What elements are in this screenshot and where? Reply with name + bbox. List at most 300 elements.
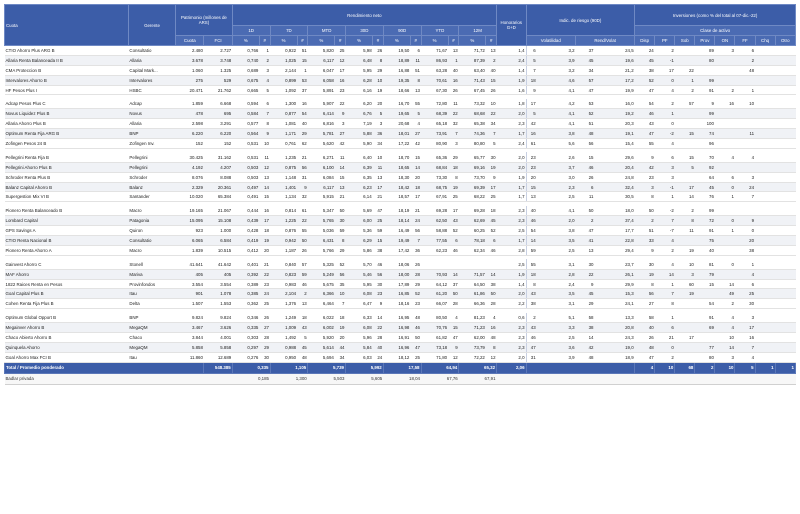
- cell-ny: 19: [448, 182, 459, 192]
- cell-r12: 62,34: [459, 245, 486, 255]
- cell-n30: 40: [373, 342, 384, 352]
- cell-rv: 2,5: [537, 245, 576, 255]
- cell-name: Allaria Ahorro Plus B: [5, 119, 129, 129]
- total-r90: 17,58: [383, 362, 421, 373]
- cell-name: Intervalores Ahorro B: [5, 75, 129, 85]
- cell-r12: 73,79: [459, 342, 486, 352]
- cell-rm: 5,325: [308, 259, 335, 269]
- cell-ff: 81: [695, 259, 715, 269]
- cell-r1: 0,689: [232, 65, 259, 75]
- cell-name: Novus Liquidez Plus B: [5, 109, 129, 119]
- cell-extra-1: [755, 342, 775, 352]
- cell-otro: 7: [735, 342, 755, 352]
- cell-r12: 72,22: [459, 352, 486, 362]
- benchmark-ry: 67,76: [421, 373, 459, 384]
- cell-cuota: 1.859: [176, 99, 204, 109]
- cell-n30: 20: [373, 99, 384, 109]
- cell-ff: 89: [695, 46, 715, 56]
- cell-nm: 8: [335, 236, 346, 246]
- cell-name: Optimum Global Opport B: [5, 313, 129, 323]
- cell-pf: 19,0: [594, 342, 634, 352]
- table-row: [5, 65, 796, 75]
- cell-ff: [695, 289, 715, 299]
- cell-r12: 68,22: [459, 192, 486, 202]
- cell-r1: 0,362: [232, 299, 259, 309]
- cell-ry: 63,28: [421, 65, 448, 75]
- cell-rm: 5,820: [308, 46, 335, 56]
- cell-ff: 80: [695, 55, 715, 65]
- cell-cuota: 6.220: [176, 129, 204, 139]
- total-prov: 2: [695, 362, 715, 373]
- table-row: [5, 216, 796, 226]
- cell-extra-2: [775, 269, 795, 279]
- cell-cuota: 2.598: [176, 119, 204, 129]
- cell-extra-2: [775, 323, 795, 333]
- cell-d: 41: [576, 236, 595, 246]
- cell-mgr: BNP: [128, 313, 175, 323]
- cell-rv: 2,6: [537, 152, 576, 162]
- cell-n12: 50: [486, 289, 497, 299]
- cell-vol: 16: [526, 129, 537, 139]
- cell-n7: 43: [297, 323, 308, 333]
- cell-ff: 70: [695, 152, 715, 162]
- cell-r90: 19,50: [383, 46, 410, 56]
- cell-on: 3: [675, 269, 695, 279]
- cell-fci: 6.220: [204, 129, 232, 139]
- cell-ry: 71,80: [421, 352, 448, 362]
- cell-cuota: 152: [176, 139, 204, 149]
- cell-r90: 18,89: [383, 55, 410, 65]
- cell-sob: 8: [635, 192, 655, 202]
- cell-prov: 3: [655, 162, 675, 172]
- cell-ff: 75: [695, 236, 715, 246]
- cell-ry: 66,07: [421, 299, 448, 309]
- cell-prov: -1: [655, 182, 675, 192]
- cell-vol: 46: [526, 216, 537, 226]
- cell-r12: 69,28: [459, 206, 486, 216]
- cell-cuota: 1.507: [176, 299, 204, 309]
- cell-ff: 99: [695, 109, 715, 119]
- cell-n12: 7: [486, 129, 497, 139]
- cell-d: 45: [576, 55, 595, 65]
- header-rank-num: #: [335, 36, 346, 46]
- cell-r30: 6,00: [346, 216, 373, 226]
- cell-hon: 2,5: [497, 226, 527, 236]
- cell-chq: [715, 245, 735, 255]
- cell-r12: 62,00: [459, 333, 486, 343]
- cell-n1: 26: [259, 313, 270, 323]
- cell-rm: 6,022: [308, 313, 335, 323]
- fund-performance-table: [4, 4, 796, 385]
- cell-name: Adcap Pesos Plus C: [5, 99, 129, 109]
- cell-rv: 3,2: [537, 46, 576, 56]
- cell-pf: 17,2: [594, 75, 634, 85]
- cell-r90: 18,70: [383, 152, 410, 162]
- cell-name: Goal Ahorro Max FCI B: [5, 352, 129, 362]
- cell-n1: 23: [259, 279, 270, 289]
- cell-otro: 6: [735, 46, 755, 56]
- cell-ff: 54: [695, 299, 715, 309]
- cell-n12: 40: [486, 65, 497, 75]
- cell-r1: 0,419: [232, 236, 259, 246]
- cell-prov: 21: [655, 333, 675, 343]
- cell-ry: 80,50: [421, 313, 448, 323]
- cell-ny: 50: [448, 289, 459, 299]
- cell-sob: 2: [635, 216, 655, 226]
- cell-mgr: Chaco: [128, 333, 175, 343]
- cell-extra-1: [755, 99, 775, 109]
- cell-n90: 52: [410, 289, 421, 299]
- cell-n1: 28: [259, 333, 270, 343]
- cell-rv: 3,0: [537, 172, 576, 182]
- cell-extra-2: [775, 192, 795, 202]
- cell-r7: 1,249: [270, 313, 297, 323]
- cell-r7: 1,148: [270, 172, 297, 182]
- cell-vol: 18: [526, 75, 537, 85]
- cell-d: 6: [576, 182, 595, 192]
- cell-d: 50: [576, 206, 595, 216]
- cell-n7: 48: [297, 352, 308, 362]
- cell-ny: 29: [448, 152, 459, 162]
- cell-rm: 6,117: [308, 55, 335, 65]
- cell-hon: 1,7: [497, 192, 527, 202]
- cell-pf: 24,1: [594, 299, 634, 309]
- cell-d: 30: [576, 259, 595, 269]
- cell-on: 10: [675, 259, 695, 269]
- cell-mgr: Allaria: [128, 119, 175, 129]
- cell-rm: 6,431: [308, 236, 335, 246]
- total-r12: 65,32: [459, 362, 497, 373]
- cell-on: 11: [675, 226, 695, 236]
- cell-mgr: Capital Mark...: [128, 65, 175, 75]
- cell-chq: 16: [715, 99, 735, 109]
- cell-sob: 47: [635, 85, 655, 95]
- table-row: [5, 333, 796, 343]
- cell-r90: 18,12: [383, 352, 410, 362]
- cell-r7: 0,899: [270, 75, 297, 85]
- cell-n12: 26: [486, 85, 497, 95]
- cell-mgr: HSBC: [128, 85, 175, 95]
- cell-n7: 40: [297, 119, 308, 129]
- cell-otro: 16: [735, 333, 755, 343]
- cell-ny: 7: [448, 129, 459, 139]
- cell-ny: 17: [448, 206, 459, 216]
- cell-cuota: 8.076: [176, 172, 204, 182]
- cell-nm: 20: [335, 333, 346, 343]
- cell-r12: 61,86: [459, 289, 486, 299]
- cell-cuota: 923: [176, 226, 204, 236]
- cell-hon: 2,0: [497, 109, 527, 119]
- cell-chq: [715, 65, 735, 75]
- cell-name: CTIO Ahorro Plus ARG B: [5, 46, 129, 56]
- total-r1: 0,335: [232, 362, 270, 373]
- header-period-7d: 7D: [270, 26, 308, 36]
- cell-r12: 71,23: [459, 323, 486, 333]
- cell-n7: 26: [297, 245, 308, 255]
- cell-nm: 22: [335, 99, 346, 109]
- cell-n7: 2: [297, 289, 308, 299]
- cell-n30: 30: [373, 279, 384, 289]
- cell-vol: 23: [526, 152, 537, 162]
- cell-vol: 6: [526, 46, 537, 56]
- cell-pf: 20,3: [594, 119, 634, 129]
- cell-nm: 59: [335, 226, 346, 236]
- cell-n1: 12: [259, 162, 270, 172]
- cell-nm: 52: [335, 259, 346, 269]
- cell-ny: 1: [448, 55, 459, 65]
- cell-n12: 18: [486, 206, 497, 216]
- cell-n30: 59: [373, 226, 384, 236]
- cell-r1: 0,276: [232, 352, 259, 362]
- cell-n90: 46: [410, 323, 421, 333]
- cell-otro: 1: [735, 259, 755, 269]
- cell-pf: 21,2: [594, 65, 634, 75]
- cell-ff: 69: [695, 323, 715, 333]
- cell-on: 15: [675, 129, 695, 139]
- cell-sob: 27: [635, 299, 655, 309]
- cell-rv: 4,1: [537, 119, 576, 129]
- cell-ny: 16: [448, 75, 459, 85]
- cell-ff: 79: [695, 269, 715, 279]
- cell-rv: 3,1: [537, 259, 576, 269]
- cell-nm: 16: [335, 75, 346, 85]
- cell-otro: 9: [735, 216, 755, 226]
- cell-extra-2: [775, 109, 795, 119]
- cell-chq: [715, 119, 735, 129]
- cell-chq: [715, 75, 735, 85]
- cell-n90: 25: [410, 352, 421, 362]
- table-row: [5, 245, 796, 255]
- header-period-1d: 1D: [232, 26, 270, 36]
- cell-extra-1: [755, 269, 775, 279]
- cell-mgr: MegaQM: [128, 342, 175, 352]
- cell-ry: 70,76: [421, 323, 448, 333]
- cell-otro: 17: [735, 323, 755, 333]
- cell-r30: 6,48: [346, 55, 373, 65]
- cell-ny: 8: [448, 172, 459, 182]
- cell-mgr: Adcap: [128, 99, 175, 109]
- cell-name: CMA Proteccion B: [5, 65, 129, 75]
- cell-ff: 96: [695, 139, 715, 149]
- cell-on: [675, 313, 695, 323]
- cell-ny: 14: [448, 269, 459, 279]
- cell-n1: 24: [259, 289, 270, 299]
- cell-n7: 59: [297, 269, 308, 279]
- cell-n90: 26: [410, 259, 421, 269]
- cell-otro: 11: [735, 129, 755, 139]
- cell-prov: 6: [655, 152, 675, 162]
- cell-otro: 4: [735, 269, 755, 279]
- cell-n12: 17: [486, 182, 497, 192]
- cell-r90: 18,06: [383, 259, 410, 269]
- cell-sob: 51: [635, 226, 655, 236]
- cell-prov: 1: [655, 192, 675, 202]
- cell-n90: 21: [410, 206, 421, 216]
- cell-n90: 24: [410, 216, 421, 226]
- cell-otro: 3: [735, 313, 755, 323]
- cell-fci: 3.554: [204, 279, 232, 289]
- cell-rm: 5,891: [308, 85, 335, 95]
- table-row: [5, 279, 796, 289]
- cell-n12: 2: [486, 55, 497, 65]
- cell-on: [675, 236, 695, 246]
- cell-r12: 62,69: [459, 216, 486, 226]
- cell-extra-1: [755, 46, 775, 56]
- cell-r1: 0,564: [232, 129, 259, 139]
- cell-n7: 46: [297, 279, 308, 289]
- cell-name: Schroder Renta Plus B: [5, 172, 129, 182]
- cell-n30: 25: [373, 216, 384, 226]
- total-on: 10: [715, 362, 735, 373]
- cell-n90: 5: [410, 109, 421, 119]
- cell-prov: 7: [655, 289, 675, 299]
- cell-extra-1: [755, 162, 775, 172]
- cell-n90: 51: [410, 65, 421, 75]
- cell-pf: 13,3: [594, 313, 634, 323]
- cell-fci: 10.515: [204, 245, 232, 255]
- cell-nm: 9: [335, 109, 346, 119]
- cell-n90: 47: [410, 342, 421, 352]
- cell-n90: 11: [410, 55, 421, 65]
- cell-r90: 18,00: [383, 269, 410, 279]
- cell-fci: 21.762: [204, 85, 232, 95]
- cell-fci: 2.727: [204, 46, 232, 56]
- cell-r12: 65,77: [459, 152, 486, 162]
- cell-r1: 0,766: [232, 46, 259, 56]
- cell-fci: 12.689: [204, 352, 232, 362]
- cell-name: 1822 Raices Renta en Pesos: [5, 279, 129, 289]
- cell-n90: 50: [410, 333, 421, 343]
- cell-mgr: Provinfondos: [128, 279, 175, 289]
- cell-n7: 21: [297, 152, 308, 162]
- cell-vol: 43: [526, 289, 537, 299]
- cell-d: 42: [576, 342, 595, 352]
- cell-nm: 44: [335, 342, 346, 352]
- cell-r90: 16,91: [383, 333, 410, 343]
- cell-ry: [421, 259, 448, 269]
- header-rank-pct: %: [346, 36, 373, 46]
- cell-r12: 65,38: [459, 119, 486, 129]
- cell-n30: 17: [373, 182, 384, 192]
- cell-otro: 48: [735, 65, 755, 75]
- cell-mgr: Allaria: [128, 55, 175, 65]
- header-period-mtd: MTD: [308, 26, 346, 36]
- cell-sob: 56: [635, 289, 655, 299]
- cell-r30: 6,03: [346, 352, 373, 362]
- cell-ry: 61,20: [421, 289, 448, 299]
- cell-sob: 24: [635, 46, 655, 56]
- cell-rm: 5,675: [308, 279, 335, 289]
- cell-otro: 20: [735, 236, 755, 246]
- cell-extra-1: [755, 245, 775, 255]
- cell-n30: 10: [373, 75, 384, 85]
- cell-sob: 42: [635, 162, 655, 172]
- cell-hon: 2,3: [497, 206, 527, 216]
- cell-r1: 0,531: [232, 152, 259, 162]
- cell-on: [675, 55, 695, 65]
- cell-hon: 1,4: [497, 65, 527, 75]
- header-asset-3: Prov: [695, 36, 715, 46]
- cell-otro: 3: [735, 172, 755, 182]
- cell-r7: 0,922: [270, 46, 297, 56]
- cell-r30: 6,76: [346, 109, 373, 119]
- header-cuota: Cuota: [5, 5, 129, 46]
- cell-ry: 70,61: [421, 75, 448, 85]
- table-header: [5, 5, 796, 46]
- cell-ny: 37: [448, 279, 459, 289]
- cell-name: CTIO Renta Nacional B: [5, 236, 129, 246]
- table-row: [5, 75, 796, 85]
- cell-rm: 6,002: [308, 323, 335, 333]
- total-fci: 548.385: [204, 362, 232, 373]
- table-row: [5, 289, 796, 299]
- cell-rv: 2,5: [537, 192, 576, 202]
- cell-pf: 24,8: [594, 172, 634, 182]
- cell-on: 17: [675, 182, 695, 192]
- cell-extra-2: [775, 342, 795, 352]
- cell-hon: 2,4: [497, 139, 527, 149]
- cell-n7: 61: [297, 206, 308, 216]
- cell-vol: 18: [526, 269, 537, 279]
- cell-nm: 3: [335, 119, 346, 129]
- cell-hon: 1,9: [497, 269, 527, 279]
- cell-extra-1: [755, 279, 775, 289]
- cell-mgr: Pellegrini: [128, 152, 175, 162]
- cell-r12: 67,45: [459, 85, 486, 95]
- table-row: [5, 119, 796, 129]
- cell-extra-2: [775, 99, 795, 109]
- cell-sob: 30: [635, 259, 655, 269]
- cell-otro: [735, 162, 755, 172]
- cell-n30: 15: [373, 236, 384, 246]
- cell-extra-2: [775, 245, 795, 255]
- cell-rm: 5,765: [308, 216, 335, 226]
- cell-n7: 13: [297, 299, 308, 309]
- cell-n30: 26: [373, 46, 384, 56]
- cell-name: Goal Capital Plus B: [5, 289, 129, 299]
- total-row: [5, 362, 796, 373]
- cell-n12: 8: [486, 342, 497, 352]
- cell-hon: 1,6: [497, 85, 527, 95]
- cell-sob: 8: [635, 279, 655, 289]
- cell-r1: 0,577: [232, 119, 259, 129]
- cell-r90: 18,65: [383, 162, 410, 172]
- cell-pf: 26,1: [594, 269, 634, 279]
- cell-rv: 2,0: [537, 216, 576, 226]
- cell-hon: 2,0: [497, 352, 527, 362]
- cell-r30: 5,98: [346, 46, 373, 56]
- cell-mgr: MegaQM: [128, 323, 175, 333]
- cell-n12: 5: [486, 139, 497, 149]
- cell-ry: 61,82: [421, 333, 448, 343]
- cell-chq: [715, 236, 735, 246]
- cell-r12: [459, 259, 486, 269]
- cell-n1: 20: [259, 245, 270, 255]
- cell-d: 11: [576, 192, 595, 202]
- cell-r90: 16,88: [383, 65, 410, 75]
- cell-n1: 2: [259, 55, 270, 65]
- cell-hon: 2,0: [497, 152, 527, 162]
- cell-d: 57: [576, 75, 595, 85]
- cell-nm: 50: [335, 206, 346, 216]
- cell-otro: 24: [735, 182, 755, 192]
- cell-pf: 29,9: [594, 279, 634, 289]
- table-row: [5, 226, 796, 236]
- cell-r7: 0,877: [270, 109, 297, 119]
- cell-nm: 42: [335, 139, 346, 149]
- cell-extra-1: [755, 75, 775, 85]
- cell-hon: 0,6: [497, 313, 527, 323]
